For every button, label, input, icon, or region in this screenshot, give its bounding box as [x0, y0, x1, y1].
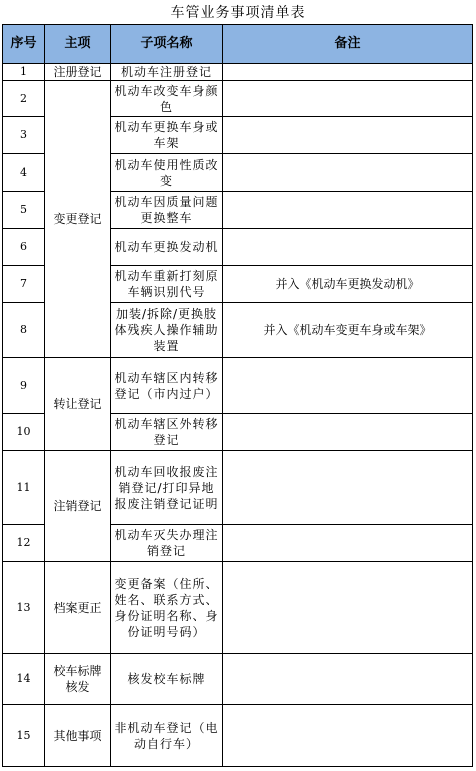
row-note [223, 64, 473, 81]
table-row [3, 705, 473, 767]
row-sub: 机动车更换车身或车架 [111, 117, 223, 154]
row-main: 档案更正 [45, 562, 111, 654]
row-note [223, 414, 473, 451]
row-note [223, 117, 473, 154]
row-sub: 加装/拆除/更换肢体残疾人操作辅助装置 [111, 303, 223, 358]
row-no: 1 [3, 64, 45, 81]
table-header-row [3, 25, 473, 64]
row-no: 9 [3, 358, 45, 414]
row-sub: 机动车重新打刻原车辆识别代号 [111, 266, 223, 303]
table-row [3, 562, 473, 654]
row-note [223, 525, 473, 562]
row-no: 15 [3, 705, 45, 767]
header-note: 备注 [223, 25, 473, 64]
row-main: 校车标牌核发 [45, 654, 111, 705]
row-sub: 机动车灭失办理注销登记 [111, 525, 223, 562]
table-row [3, 81, 473, 117]
row-sub: 机动车使用性质改变 [111, 154, 223, 192]
row-sub: 机动车更换发动机 [111, 229, 223, 266]
row-no: 10 [3, 414, 45, 451]
row-sub: 机动车辖区内转移登记（市内过户） [111, 358, 223, 414]
service-list-table [2, 24, 473, 767]
row-no: 11 [3, 451, 45, 525]
row-no: 13 [3, 562, 45, 654]
row-sub: 机动车注册登记 [111, 64, 223, 81]
header-sub: 子项名称 [111, 25, 223, 64]
row-main: 注册登记 [45, 64, 111, 81]
row-main: 注销登记 [45, 451, 111, 562]
header-no: 序号 [3, 25, 45, 64]
row-sub: 机动车改变车身颜色 [111, 81, 223, 117]
row-note [223, 705, 473, 767]
page-title: 车管业务事项清单表 [170, 5, 306, 21]
row-note [223, 81, 473, 117]
row-sub: 核发校车标牌 [111, 654, 223, 705]
table-row [3, 358, 473, 414]
row-no: 4 [3, 154, 45, 192]
row-no: 8 [3, 303, 45, 358]
row-note [223, 451, 473, 525]
row-sub: 机动车回收报废注销登记/打印异地报废注销登记证明 [111, 451, 223, 525]
row-note [223, 192, 473, 229]
table-row [3, 451, 473, 525]
row-no: 3 [3, 117, 45, 154]
row-no: 7 [3, 266, 45, 303]
row-main: 变更登记 [45, 81, 111, 358]
row-no: 12 [3, 525, 45, 562]
row-main: 转让登记 [45, 358, 111, 451]
table-row [3, 654, 473, 705]
row-note [223, 358, 473, 414]
row-note [223, 562, 473, 654]
row-no: 6 [3, 229, 45, 266]
row-no: 2 [3, 81, 45, 117]
header-main: 主项 [45, 25, 111, 64]
row-sub: 机动车因质量问题更换整车 [111, 192, 223, 229]
row-sub: 非机动车登记（电动自行车） [111, 705, 223, 767]
table-row [3, 64, 473, 81]
row-no: 5 [3, 192, 45, 229]
row-no: 14 [3, 654, 45, 705]
row-note: 并入《机动车变更车身或车架》 [223, 303, 473, 358]
row-note [223, 154, 473, 192]
row-sub: 变更备案（住所、姓名、联系方式、身份证明名称、身份证明号码） [111, 562, 223, 654]
row-note: 并入《机动车更换发动机》 [223, 266, 473, 303]
row-note [223, 229, 473, 266]
row-sub: 机动车辖区外转移登记 [111, 414, 223, 451]
row-main: 其他事项 [45, 705, 111, 767]
row-note [223, 654, 473, 705]
